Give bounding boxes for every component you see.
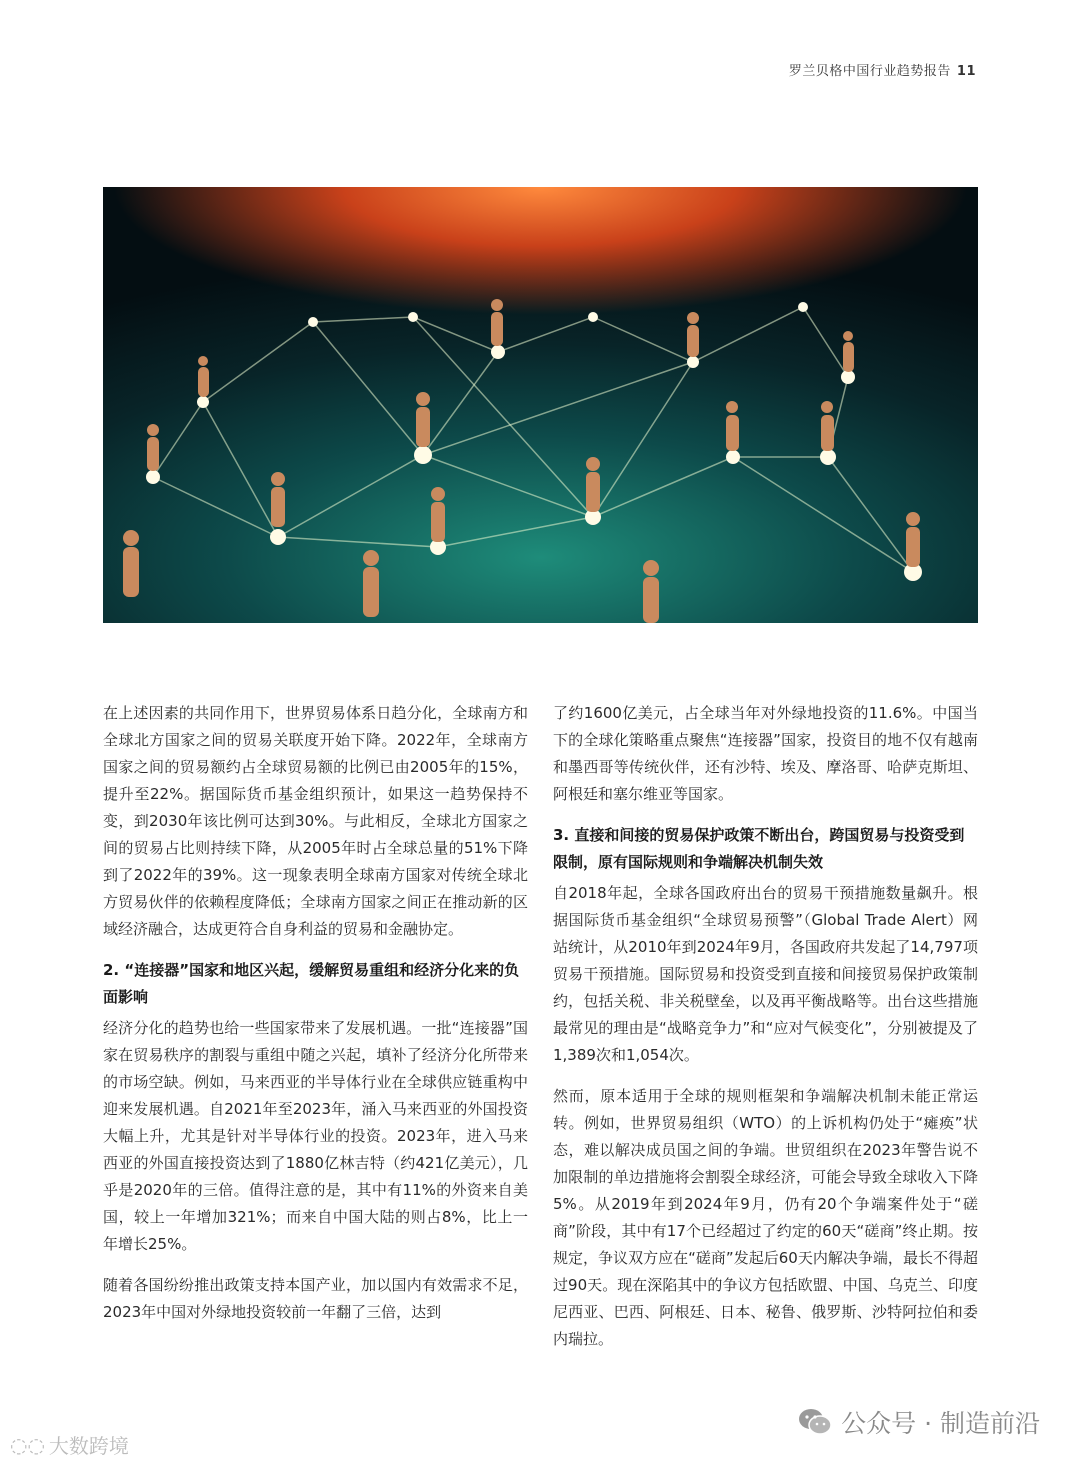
watermark-source-text: 大数跨境: [48, 1434, 129, 1458]
paragraph: 然而，原本适用于全球的规则框架和争端解决机制未能正常运转。例如，世界贸易组织（WTO）的上诉机构仍处于“瘫痪”状态，难以解决成员国之间的争端。世贸组织在2023年警告说不加限制的单边措施将会割裂全球经济，可能会导致全球收入下降5%。从2019年到2024年9月，仍有20个争端案件处于“磋商”阶段，其中有17个已经超过了约定的60天“磋商”终止期。按规定，争议双方应在“磋商”发起后60天内解决争端，最长不得超过90天。现在深陷其中的争议方包括欧盟、中国、乌克兰、印度尼西亚、巴西、阿根廷、日本、秘鲁、俄罗斯、沙特阿拉伯和委内瑞拉。: [553, 1087, 978, 1348]
hero-image: [103, 187, 978, 623]
dashuk-logo-icon: ◌◌: [10, 1432, 45, 1457]
paragraph: 了约1600亿美元，占全球当年对外绿地投资的11.6%。中国当下的全球化策略重点聚焦“连接器”国家，投资目的地不仅有越南和墨西哥等传统伙伴，还有沙特、埃及、摩洛哥、哈萨克斯坦、阿根廷和塞尔维亚等国家。: [553, 704, 978, 803]
network-lines: [153, 307, 913, 572]
report-title: 罗兰贝格中国行业趋势报告: [788, 64, 951, 79]
section-heading-3: 3. 直接和间接的贸易保护政策不断出台，跨国贸易与投资受到限制，原有国际规则和争端解决机制失效: [553, 826, 965, 871]
globe-network-people-image: [103, 187, 978, 623]
watermark-source: [10, 1430, 129, 1459]
watermark-text: 公众号 · 制造前沿: [841, 1409, 1040, 1438]
wechat-icon: [797, 1407, 833, 1437]
page-header: [789, 60, 976, 79]
paragraph: 在上述因素的共同作用下，世界贸易体系日趋分化，全球南方和全球北方国家之间的贸易关联度开始下降。2022年，全球南方国家之间的贸易额约占全球贸易额的比例已由2005年的15%，提升至22%。据国际货币基金组织预计，如果这一趋势保持不变，到2030年该比例可达到30%。与此相反，全球北方国家之间的贸易占比则持续下降，从2005年时占全球总量的51%下降到了2022年的39%。这一现象表明全球南方国家对传统全球北方贸易伙伴的依赖程度降低；全球南方国家之间正在推动新的区域经济融合，达成更符合自身利益的贸易和金融协定。: [103, 704, 528, 938]
left-column: [103, 700, 528, 1340]
page-number: 11: [956, 64, 976, 79]
network-nodes: [146, 302, 922, 581]
watermark-wechat: [797, 1404, 1040, 1440]
paragraph: 随着各国纷纷推出政策支持本国产业，加以国内有效需求不足，2023年中国对外绿地投资较前一年翻了三倍，达到: [103, 1276, 528, 1321]
paragraph: 自2018年起，全球各国政府出台的贸易干预措施数量飙升。根据国际货币基金组织“全球贸易预警”（Global Trade Alert）网站统计，从2010年到2024年9月，各国政府共发起了14,797项贸易干预措施。国际贸易和投资受到直接和间接贸易保护政策制约，包括关税、非关税壁垒，以及再平衡战略等。出台这些措施最常见的理由是“战略竞争力”和“应对气候变化”，分别被提及了1,389次和1,054次。: [553, 884, 978, 1064]
people-figures: [123, 299, 920, 623]
paragraph: 经济分化的趋势也给一些国家带来了发展机遇。一批“连接器”国家在贸易秩序的割裂与重组中随之兴起，填补了经济分化所带来的市场空缺。例如，马来西亚的半导体行业在全球供应链重构中迎来发展机遇。自2021年至2023年，涌入马来西亚的外国投资大幅上升，尤其是针对半导体行业的投资。2023年，进入马来西亚的外国直接投资达到了1880亿林吉特（约421亿美元），几乎是2020年的三倍。值得注意的是，其中有11%的外资来自美国，较上一年增加321%；而来自中国大陆的则占8%，比上一年增长25%。: [103, 1019, 528, 1253]
section-heading-2: 2. “连接器”国家和地区兴起，缓解贸易重组和经济分化来的负面影响: [103, 961, 520, 1006]
right-column: [553, 700, 978, 1367]
